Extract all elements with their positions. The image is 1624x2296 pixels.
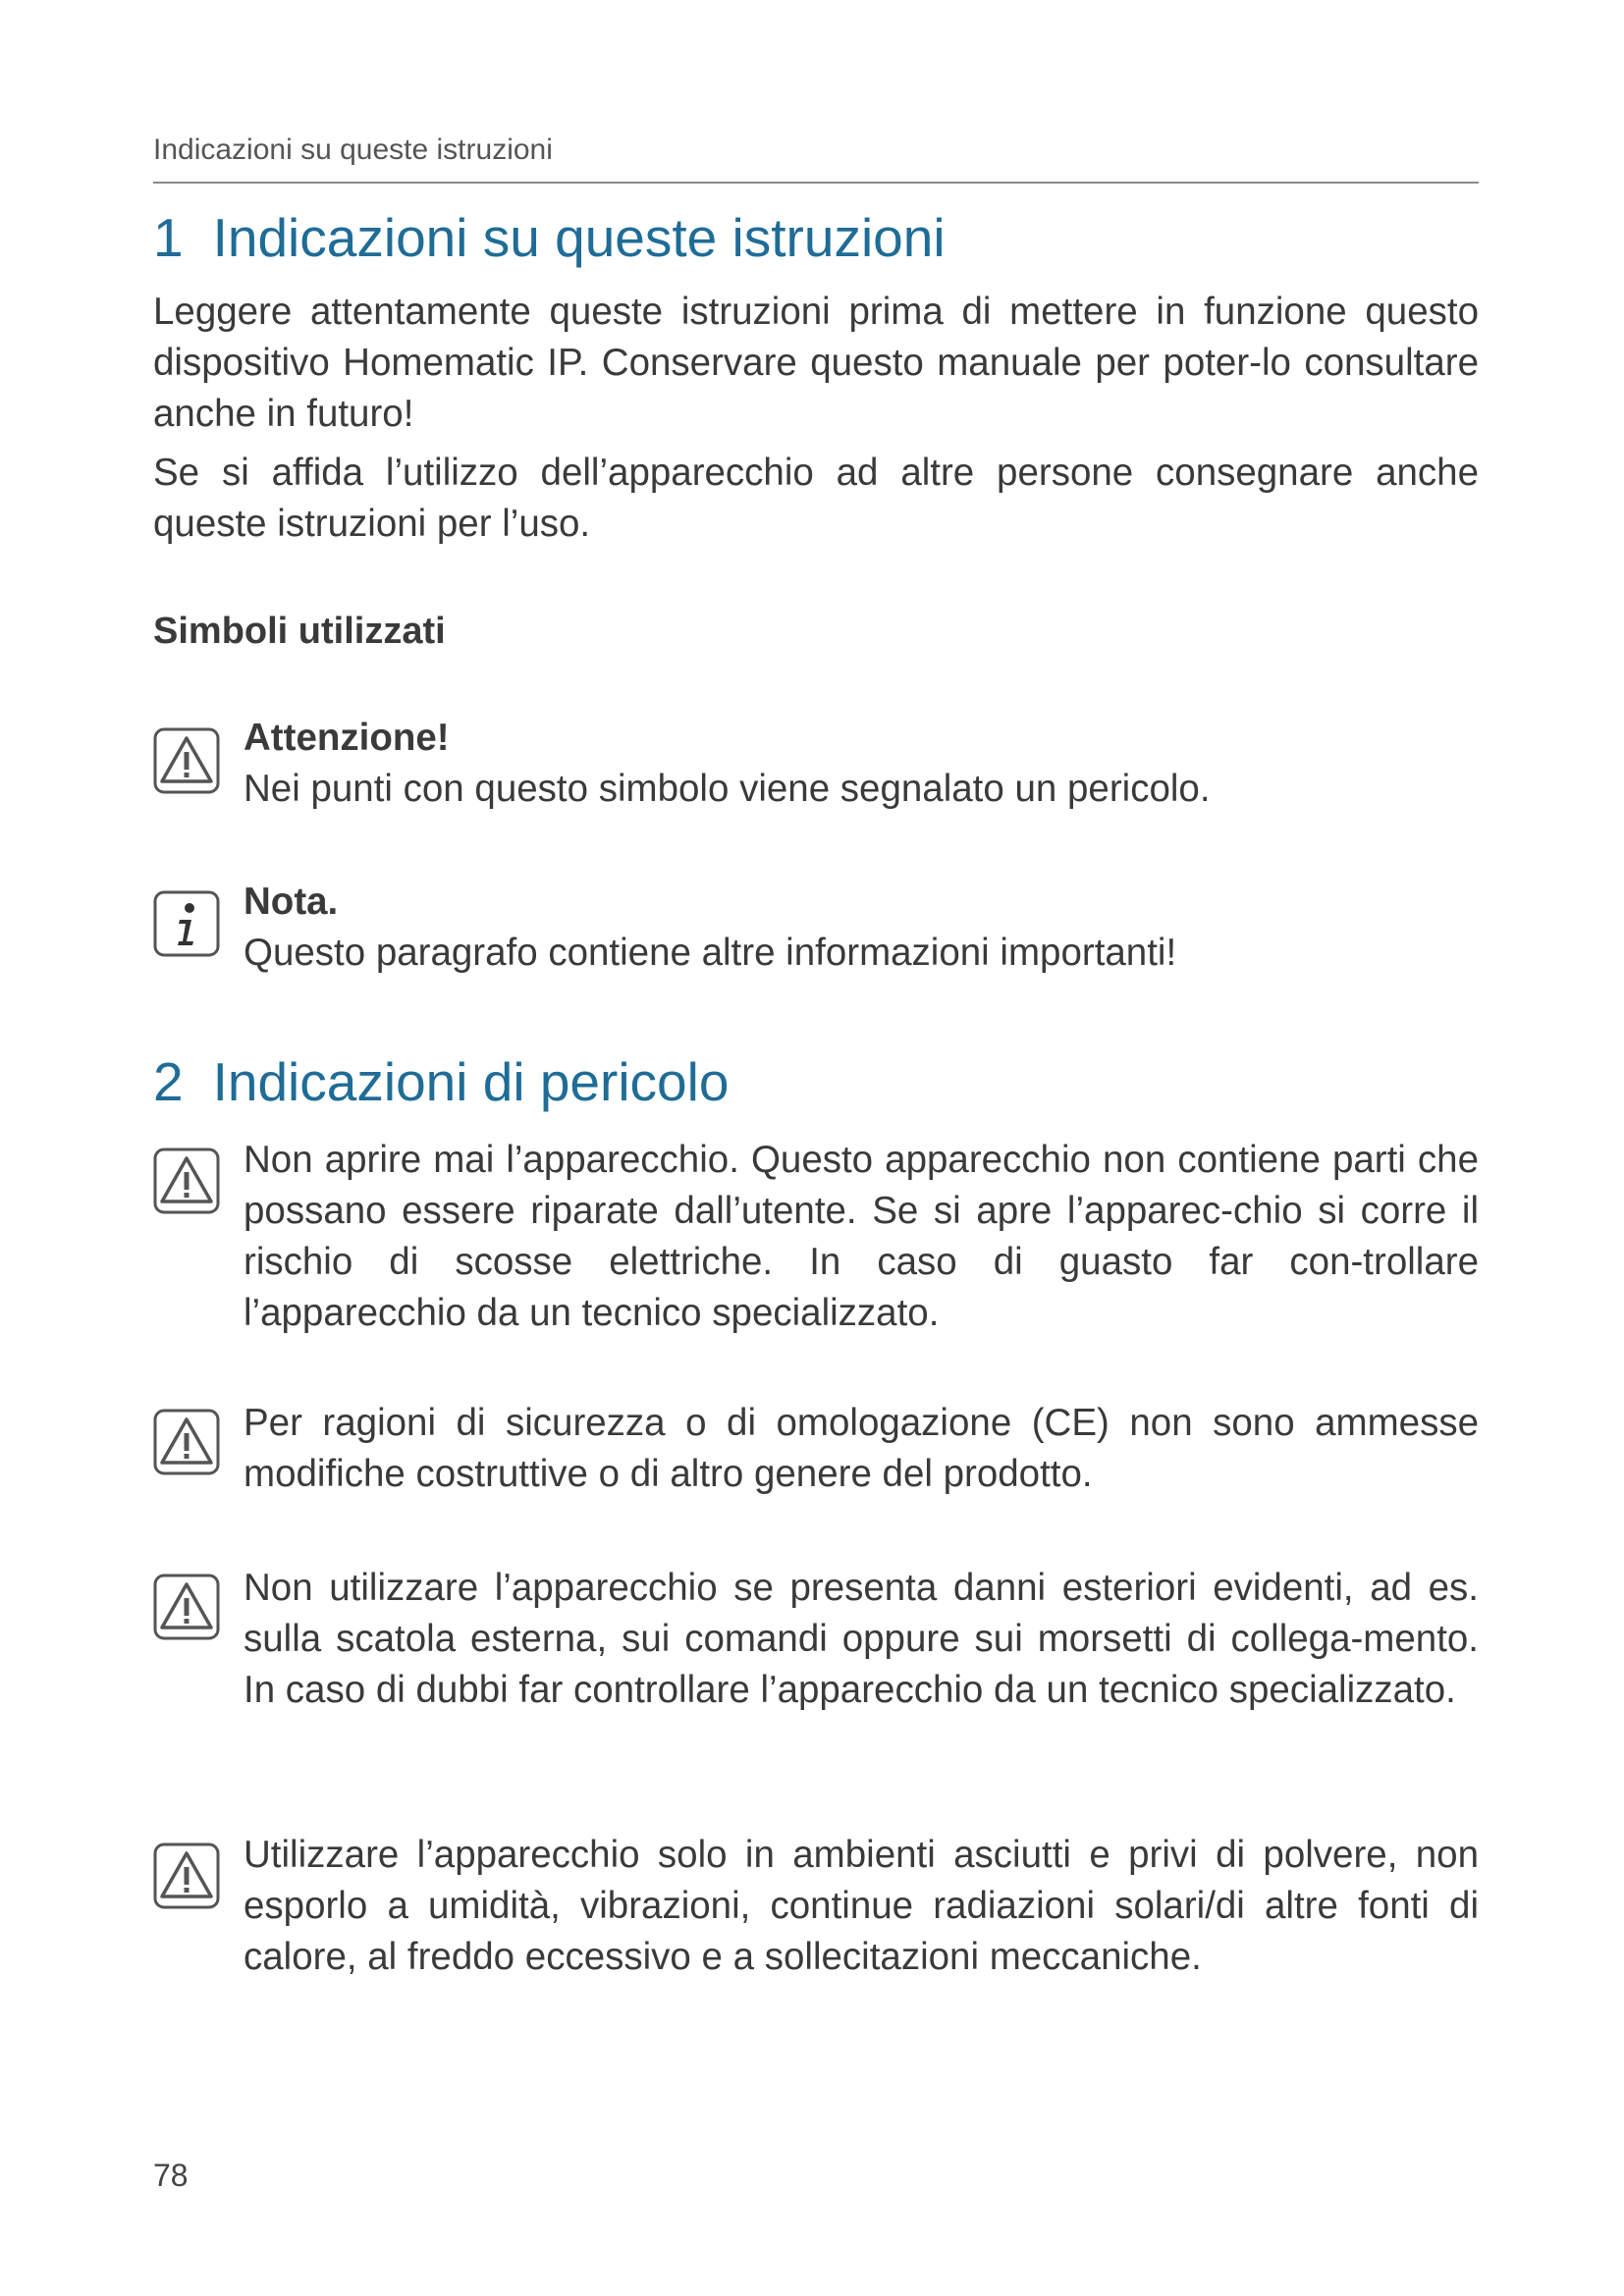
note-text: Questo paragrafo contiene altre informazioni importanti!	[244, 932, 1177, 974]
section-1-title	[153, 206, 946, 269]
warning-icon	[152, 1842, 221, 1910]
note-title: Nota.	[244, 881, 339, 923]
section-1-title-text: Indicazioni su queste istruzioni	[212, 207, 946, 268]
symbols-heading: Simboli utilizzati	[153, 611, 446, 652]
handover-paragraph: Se si affida l’utilizzo dell’apparecchio ad altre persone consegnare anche queste istruzioni per l’uso.	[153, 452, 1479, 545]
header-divider	[153, 182, 1479, 184]
warning-modifications: Per ragioni di sicurezza o di omologazione (CE) non sono ammesse modifiche costruttive o di altro genere del prodotto.	[244, 1402, 1479, 1495]
section-2-number: 2	[153, 1051, 184, 1112]
info-icon	[152, 889, 221, 958]
warning-environment: Utilizzare l’apparecchio solo in ambienti asciutti e privi di polvere, non esporlo a umidità, vibrazioni, continue radiazioni solari/di altre fonti di calore, al freddo eccessivo e a sollecitazioni meccaniche.	[244, 1834, 1479, 1978]
warning-icon	[152, 1573, 221, 1641]
section-2-title	[153, 1050, 729, 1113]
section-1-number: 1	[153, 207, 184, 268]
attention-text: Nei punti con questo simbolo viene segnalato un pericolo.	[244, 768, 1211, 810]
attention-title: Attenzione!	[244, 717, 450, 759]
section-2-title-text: Indicazioni di pericolo	[212, 1051, 730, 1112]
warning-open-device: Non aprire mai l’apparecchio. Questo apparecchio non contiene parti che possano essere riparate dall’utente. Se si apre l’apparec-chio si corre il rischio di scosse elettriche. In caso di guasto far con-trollare l’apparecchio da un tecnico specializzato.	[244, 1139, 1479, 1334]
page-number: 78	[153, 2158, 189, 2193]
attention-symbol-block	[244, 713, 1481, 815]
intro-paragraph: Leggere attentamente queste istruzioni prima di mettere in funzione questo dispositivo Homematic IP. Conservare questo manuale per poter-lo consultare anche in futuro!	[153, 291, 1479, 435]
warning-icon	[152, 726, 221, 795]
warning-icon	[152, 1408, 221, 1476]
note-symbol-block	[244, 877, 1481, 979]
warning-icon	[152, 1147, 221, 1215]
running-header: Indicazioni su queste istruzioni	[153, 133, 553, 166]
warning-damage: Non utilizzare l’apparecchio se presenta danni esteriori evidenti, ad es. sulla scatola esterna, sui comandi oppure sui morsetti di collega-mento. In caso di dubbi far controllare l’apparecchio da un tecnico specializzato.	[244, 1567, 1479, 1711]
